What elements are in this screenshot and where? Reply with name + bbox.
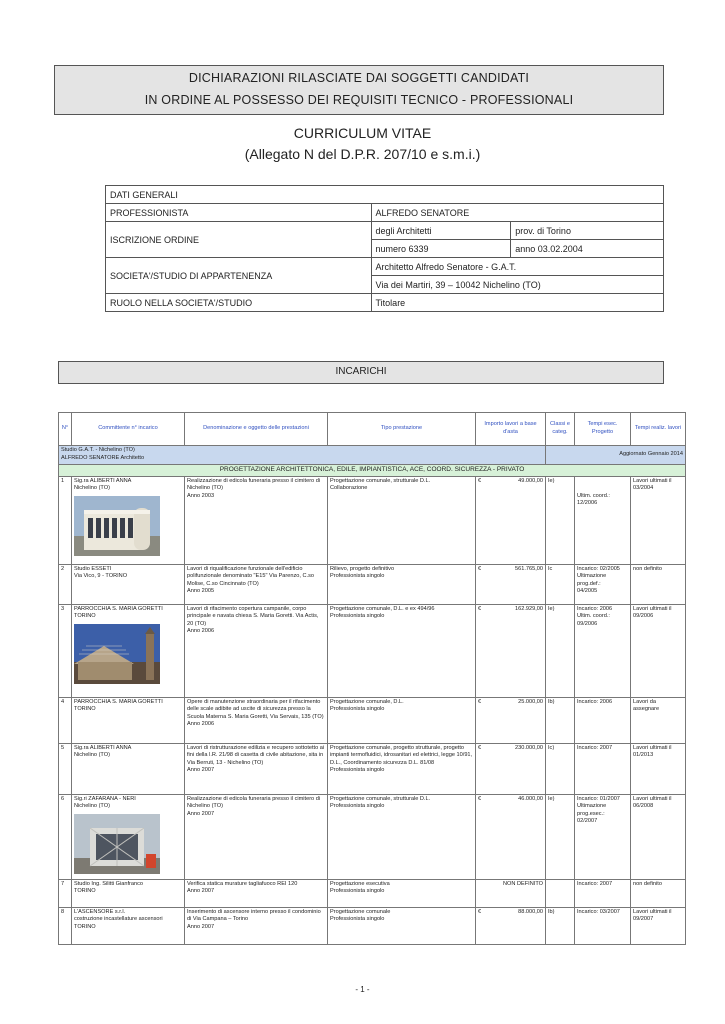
committente-cell: [72, 564, 185, 604]
cv-title: CURRICULUM VITAE: [293, 125, 432, 141]
tempi-prog-cell: [575, 879, 631, 907]
tempi-prog-cell: [575, 604, 631, 697]
row-number-text: 4: [61, 698, 65, 705]
professionista-value: ALFREDO SENATORE: [371, 204, 663, 222]
tipo-cell: [328, 743, 476, 794]
table-header-row: [59, 413, 686, 446]
table-row: [59, 743, 686, 794]
importo-value: NON DEFINITO: [503, 880, 543, 887]
committente-cell-text: Sig.ri ZAFARANA - NERI Nichelino (TO): [74, 795, 136, 810]
classe-cell: [546, 907, 575, 944]
row-number: [59, 604, 72, 697]
tempi-prog-cell-text: Incarico: 01/2007 Ultimazione prog.esec.: 02/2007: [577, 795, 620, 825]
general-section-label: DATI GENERALI: [106, 186, 664, 204]
euro-sign: €: [478, 795, 482, 802]
studio-line-2: ALFREDO SENATORE Architetto: [61, 454, 145, 461]
tipo-cell: [328, 879, 476, 907]
ruolo-value: Titolare: [371, 294, 663, 312]
oggetto-cell-text: Opere di manutenzione straordinaria per il rifacimento delle scale adibite ad uscite di sicurezza presso la Scuola Materna S. Maria Goretti, Via Servais, 135 (TO) Anno 2006: [187, 698, 324, 728]
col-header-oggetto: Denominazione e oggetto delle prestazioni: [185, 413, 328, 446]
tipo-cell-text: Progettazione comunale Professionista singolo: [330, 908, 391, 923]
tempi-prog-cell: [575, 697, 631, 743]
col-header-tempi-prog: Tempi esec. Progetto: [575, 413, 631, 446]
oggetto-cell-text: Realizzazione di edicola funeraria presso il cimitero di Nichelino (TO) Anno 2007: [187, 795, 321, 817]
importo-cell: [476, 879, 546, 907]
tipo-cell-text: Progettazione comunale, strutturale D.L. Professionista singolo: [330, 795, 431, 810]
col-header-importo: Importo lavori a base d'asta: [476, 413, 546, 446]
committente-cell-text: Studio ESSETI Via Vico, 9 - TORINO: [74, 565, 128, 580]
row-number-text: 1: [61, 477, 65, 484]
professionista-label: PROFESSIONISTA: [106, 204, 372, 222]
committente-cell-text: Studio Ing. Silitti Gianfranco TORINO: [74, 880, 144, 895]
table-row: [59, 794, 686, 879]
classe-cell-text: Ie): [548, 605, 555, 612]
societa-name: Architetto Alfredo Senatore - G.A.T.: [371, 258, 663, 276]
tempi-lav-cell: [631, 794, 686, 879]
ordine-value: degli Architetti: [371, 222, 511, 240]
tempi-lav-cell: [631, 879, 686, 907]
importo-cell: [476, 604, 546, 697]
category-label: PROGETTAZIONE ARCHITETTONICA, EDILE, IMPIANTISTICA, ACE, COORD. SICUREZZA - PRIVATO: [59, 465, 686, 477]
oggetto-cell: [185, 879, 328, 907]
oggetto-cell-text: Lavori di rifacimento copertura campanile, corpo principale e navata chiesa S. Maria Goretti. Via Actis, 20 (TO) Anno 2006: [187, 605, 319, 635]
col-header-classe: Classi e categ.: [546, 413, 575, 446]
aggiornato-label: Aggiornato Gennaio 2014: [546, 446, 686, 465]
tempi-prog-cell-text: Incarico: 2007: [577, 744, 613, 751]
tipo-cell: [328, 564, 476, 604]
tempi-prog-cell: [575, 794, 631, 879]
classe-cell: [546, 879, 575, 907]
row-number-text: 2: [61, 565, 65, 572]
importo-cell: [476, 794, 546, 879]
row-number: [59, 697, 72, 743]
importo-value: 561.765,00: [515, 565, 543, 572]
classe-cell-text: Ie): [548, 795, 555, 802]
classe-cell: [546, 743, 575, 794]
tempi-prog-cell-text: Incarico: 2007: [577, 880, 613, 887]
committente-cell: [72, 907, 185, 944]
studio-row: [59, 446, 686, 465]
tempi-lav-cell: [631, 604, 686, 697]
committente-cell: [72, 604, 185, 697]
provincia-value: prov. di Torino: [511, 222, 664, 240]
tempi-prog-cell: [575, 564, 631, 604]
classe-cell-text: Ie): [548, 477, 555, 484]
committente-cell-text: PARROCCHIA S. MARIA GORETTI TORINO: [74, 605, 163, 620]
tempi-prog-cell-text: Incarico: 03/2007: [577, 908, 620, 915]
document-header: [54, 65, 664, 115]
classe-cell-text: Ib): [548, 698, 555, 705]
project-photo: [74, 496, 160, 556]
importo-cell: [476, 476, 546, 564]
oggetto-cell: [185, 794, 328, 879]
importo-value: 88.000,00: [518, 908, 543, 915]
ruolo-label: RUOLO NELLA SOCIETA'/STUDIO: [106, 294, 372, 312]
euro-sign: €: [478, 565, 482, 572]
header-line-2: IN ORDINE AL POSSESSO DEI REQUISITI TECNICO - PROFESSIONALI: [144, 93, 574, 107]
importo-value: 46.000,00: [518, 795, 543, 802]
committente-cell-text: PARROCCHIA S. MARIA GORETTI TORINO: [74, 698, 163, 713]
tempi-lav-cell: [631, 476, 686, 564]
importo-value: 49.000,00: [518, 477, 543, 484]
tipo-cell-text: Progettazione comunale, strutturale D.L. Collaborazione: [330, 477, 431, 492]
oggetto-cell: [185, 604, 328, 697]
row-number-text: 6: [61, 795, 65, 802]
oggetto-cell-text: Inserimento di ascensore interno presso il condominio di Via Campana – Torino Anno 2007: [187, 908, 321, 930]
importo-cell: [476, 564, 546, 604]
cv-subtitle: (Allegato N del D.P.R. 207/10 e s.m.i.): [244, 146, 481, 162]
tempi-prog-cell: [575, 743, 631, 794]
classe-cell: [546, 794, 575, 879]
committente-cell-text: L'ASCENSORE s.r.l. costruzione incastellature ascensori TORINO: [74, 908, 163, 930]
row-number: [59, 743, 72, 794]
tempi-prog-cell-text: Incarico: 2006 Ultim. coord.: 09/2006: [577, 605, 613, 627]
studio-line-1: Studio G.A.T. - Nichelino (TO): [61, 447, 135, 453]
category-row: [59, 465, 686, 477]
importo-value: 230.000,00: [515, 744, 543, 751]
tempi-lav-cell-text: non definito: [633, 565, 662, 572]
table-row: [59, 879, 686, 907]
col-header-tipo: Tipo prestazione: [328, 413, 476, 446]
row-number: [59, 879, 72, 907]
tipo-cell-text: Progettazione esecutiva Professionista singolo: [330, 880, 390, 895]
tempi-lav-cell: [631, 743, 686, 794]
project-photo: [74, 814, 160, 874]
euro-sign: €: [478, 698, 482, 705]
classe-cell: [546, 564, 575, 604]
row-number-text: 5: [61, 744, 65, 751]
committente-cell-text: Sig.ra ALIBERTI ANNA Nichelino (TO): [74, 744, 132, 759]
euro-sign: €: [478, 744, 482, 751]
oggetto-cell-text: Lavori di ristrutturazione edilizia e recupero sottotetto ai fini della l.R. 21/98 di casetta di civile abitazione, sita in Via Berruti, 13 - Nichelino (TO) Anno 2007: [187, 744, 325, 774]
table-row: [59, 697, 686, 743]
iscrizione-label: ISCRIZIONE ORDINE: [106, 222, 372, 258]
table-row: [59, 604, 686, 697]
tipo-cell-text: Progettazione comunale, D.L. e ex 494/96 Professionista singolo: [330, 605, 435, 620]
tipo-cell: [328, 697, 476, 743]
col-header-tempi-lav: Tempi realiz. lavori: [631, 413, 686, 446]
table-row: [59, 907, 686, 944]
tempi-lav-cell-text: Lavori ultimati il 01/2013: [633, 744, 672, 759]
classe-cell-text: Ib): [548, 908, 555, 915]
table-row: [59, 564, 686, 604]
col-header-committente: Committente n° incarico: [72, 413, 185, 446]
tempi-prog-cell-text: Ultim. coord.: 12/2006: [577, 492, 610, 507]
committente-cell: [72, 794, 185, 879]
classe-cell: [546, 476, 575, 564]
oggetto-cell: [185, 564, 328, 604]
tempi-prog-cell-text: Incarico: 02/2005 Ultimazione prog.def.: 04/2005: [577, 565, 620, 595]
header-line-1: DICHIARAZIONI RILASCIATE DAI SOGGETTI CANDIDATI: [188, 71, 530, 85]
euro-sign: €: [478, 477, 482, 484]
row-number-text: 7: [61, 880, 65, 887]
importo-value: 162.929,00: [515, 605, 543, 612]
row-number-text: 3: [61, 605, 65, 612]
committente-cell-text: Sig.ra ALIBERTI ANNA Nichelino (TO): [74, 477, 132, 492]
tipo-cell: [328, 794, 476, 879]
incarichi-banner: INCARICHI: [58, 361, 664, 384]
anno-value: anno 03.02.2004: [511, 240, 664, 258]
row-number: [59, 907, 72, 944]
euro-sign: €: [478, 908, 482, 915]
tipo-cell: [328, 604, 476, 697]
tempi-lav-cell-text: Lavori da assegnare: [633, 698, 660, 713]
importo-cell: [476, 743, 546, 794]
importo-cell: [476, 907, 546, 944]
general-data-table: [105, 185, 664, 312]
oggetto-cell-text: Realizzazione di edicola funeraria presso il cimitero di Nichelino (TO) Anno 2003: [187, 477, 321, 499]
oggetto-cell-text: Lavori di riqualificazione funzionale dell'edificio polifunzionale denominato "E15" Via Parenzo, C.so Molise, C.so Cincinnato (TO) Anno 2005: [187, 565, 315, 595]
tempi-lav-cell: [631, 564, 686, 604]
tipo-cell: [328, 907, 476, 944]
tempi-lav-cell: [631, 697, 686, 743]
tipo-cell-text: Progettazione comunale, progetto strutturale, progetto impianti termofluidici, idrosanitari ed elettrici, legge 10/91, D.L., Coordinamento sicurezza D.L. 81/08 Professionista singolo: [330, 744, 473, 774]
col-header-n: N°: [59, 413, 72, 446]
classe-cell-text: Ic: [548, 565, 553, 572]
classe-cell: [546, 604, 575, 697]
societa-label: SOCIETA'/STUDIO DI APPARTENENZA: [106, 258, 372, 294]
oggetto-cell: [185, 743, 328, 794]
importo-value: 25.000,00: [518, 698, 543, 705]
tempi-lav-cell-text: Lavori ultimati il 03/2004: [633, 477, 672, 492]
row-number-text: 8: [61, 908, 65, 915]
tempi-lav-cell-text: Lavori ultimati il 09/2006: [633, 605, 672, 620]
tipo-cell: [328, 476, 476, 564]
tempi-lav-cell-text: Lavori ultimati il 06/2008: [633, 795, 672, 810]
row-number: [59, 564, 72, 604]
oggetto-cell: [185, 476, 328, 564]
numero-value: numero 6339: [371, 240, 511, 258]
project-photo: [74, 624, 160, 684]
oggetto-cell: [185, 697, 328, 743]
oggetto-cell: [185, 907, 328, 944]
tempi-prog-cell: [575, 907, 631, 944]
classe-cell-text: Ic): [548, 744, 555, 751]
euro-sign: €: [478, 605, 482, 612]
committente-cell: [72, 697, 185, 743]
row-number: [59, 476, 72, 564]
committente-cell: [72, 879, 185, 907]
committente-cell: [72, 476, 185, 564]
incarichi-table: [58, 412, 686, 945]
table-row: [59, 476, 686, 564]
tipo-cell-text: Progettazione comunale, D.L. Professionista singolo: [330, 698, 404, 713]
tempi-prog-cell: [575, 476, 631, 564]
tempi-lav-cell: [631, 907, 686, 944]
oggetto-cell-text: Verifica statica murature tagliafuoco REI 120 Anno 2007: [187, 880, 298, 895]
page-number: - 1 -: [355, 985, 370, 994]
tempi-prog-cell-text: Incarico: 2006: [577, 698, 613, 705]
tempi-lav-cell-text: non definito: [633, 880, 662, 887]
importo-cell: [476, 697, 546, 743]
row-number: [59, 794, 72, 879]
tipo-cell-text: Rilievo, progetto definitivo Professionista singolo: [330, 565, 395, 580]
classe-cell: [546, 697, 575, 743]
societa-address: Via dei Martiri, 39 – 10042 Nichelino (TO): [371, 276, 663, 294]
tempi-lav-cell-text: Lavori ultimati il 09/2007: [633, 908, 672, 923]
committente-cell: [72, 743, 185, 794]
